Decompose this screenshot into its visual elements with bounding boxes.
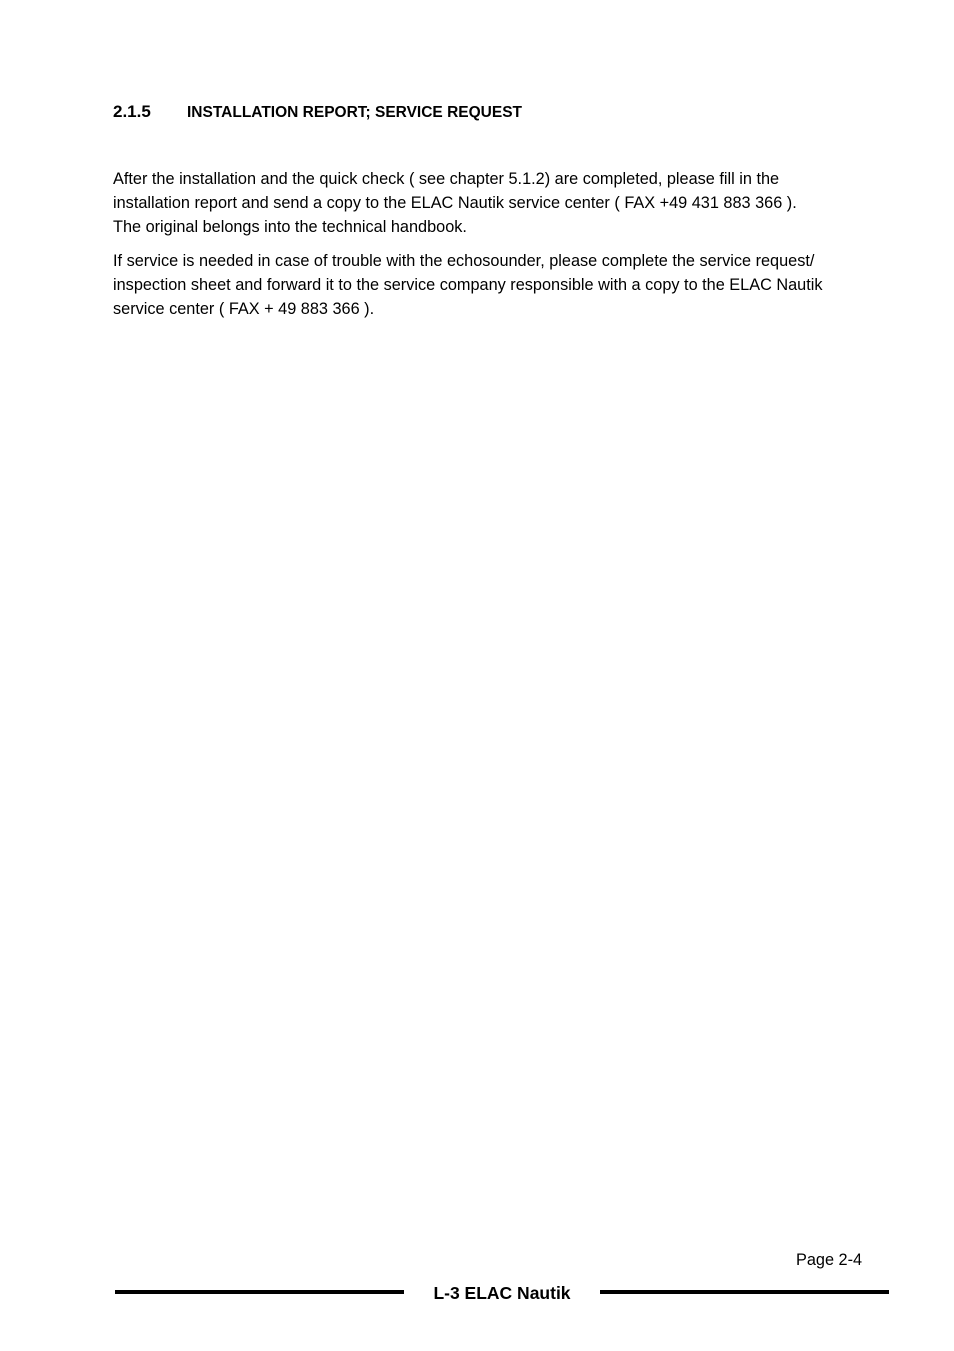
paragraph-line: If service is needed in case of trouble with the echosounder, please complete the service request/ [113,252,815,270]
page-number: Page 2-4 [796,1251,863,1269]
footer-rule-right [600,1290,889,1294]
footer-brand: L-3 ELAC Nautik [433,1283,571,1303]
paragraph-line: inspection sheet and forward it to the service company responsible with a copy to the ELAC Nautik [113,276,823,294]
paragraph-line: installation report and send a copy to the ELAC Nautik service center ( FAX +49 431 883 366 ). [113,194,797,212]
section-heading [113,102,522,122]
paragraph-line: The original belongs into the technical handbook. [113,218,467,236]
footer-rule-left [115,1290,404,1294]
section-title: INSTALLATION REPORT; SERVICE REQUEST [187,104,522,121]
section-number: 2.1.5 [113,102,151,121]
paragraph-line: After the installation and the quick check ( see chapter 5.1.2) are completed, please fill in the [113,170,780,188]
paragraph-service-request [113,249,893,321]
paragraph-line: service center ( FAX + 49 883 366 ). [113,300,375,318]
paragraph-installation-report [113,167,893,239]
